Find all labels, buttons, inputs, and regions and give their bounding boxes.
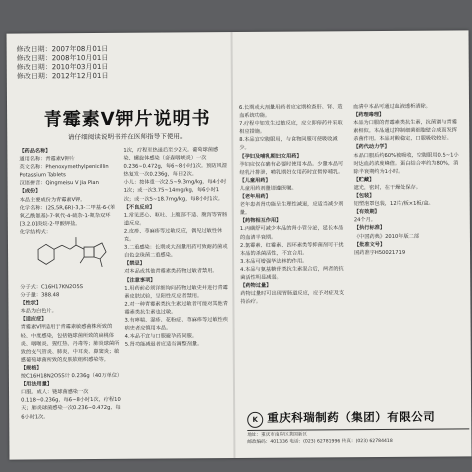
paragraph: 2.对一种青霉素类抗生素过敏者可能对其他青霉素类抗生素也过敏。 — [124, 300, 228, 316]
section-heading: 【注意事项】 — [124, 277, 156, 284]
company-footer — [247, 406, 469, 452]
paragraph: 遮光，密封，在干燥处保存。 — [353, 184, 422, 192]
paragraph: 本品主要成份为青霉素V钾。 — [19, 196, 86, 204]
company-contact-info — [247, 431, 469, 446]
fold-line — [231, 32, 236, 458]
company-logo-icon: K — [247, 412, 263, 428]
paragraph: 分子量：388.48 — [20, 292, 60, 299]
paragraph: 青霉素V钾适用于青霉素敏感菌株所致的轻、中度感染，包括链球菌所致的扁桃体炎、咽喉炎、猩红热、丹毒等；肺炎球菌所致的支气管炎、肺炎、中耳炎、鼻窦炎；敏感葡萄球菌所致的皮肤软组织感染等。 — [20, 324, 120, 364]
paragraph: 药物过量时可出现胃肠道反应，应予对症及支持治疗。 — [240, 290, 345, 306]
document-title: 青霉素V钾片说明书 — [43, 108, 211, 131]
column-1-top-text — [19, 147, 120, 236]
section-heading: 【老年用药】 — [239, 193, 271, 201]
paragraph: 通用名称：青霉素V钾片 — [19, 156, 75, 163]
section-heading: 【性状】 — [20, 300, 42, 307]
paragraph: 4.本品与氨基糖苷类抗生素混合后，两者的抗菌活性明显减弱。 — [240, 266, 344, 281]
paragraph: 对本品或其他青霉素类药物过敏者禁用。 — [124, 268, 218, 276]
paragraph: 4.本品不宜与口服避孕药同服。 — [124, 333, 198, 340]
company-name: 重庆科瑞制药（集团）有限公司 — [267, 409, 436, 425]
section-heading: 【药物相互作用】 — [239, 218, 282, 225]
paragraph: 儿童用药剂量请遵医嘱。 — [239, 185, 297, 192]
section-heading: 【有效期】 — [353, 209, 380, 216]
paragraph: 小儿：按体重一次2.5~9.3mg/kg，每4小时1次；或一次3.75~14mg/kg，每6小时1次；或一次5~18.7mg/kg，每8小时1次。 — [123, 179, 227, 203]
company-phone: 邮政编码：401336 电话：(023) 62781996 传真：(023) 62784418 — [247, 438, 393, 445]
paragraph: 5.肾功能减退者应适当调整剂量。 — [124, 341, 203, 349]
paragraph: 按C16H18N2O5S计 0.236g（40万单位） — [20, 372, 123, 380]
section-heading: 【贮藏】 — [353, 176, 375, 184]
section-heading: 【不良反应】 — [123, 204, 155, 211]
paragraph: 2.皮疹、荨麻疹等过敏反应，偶见过敏性休克。 — [123, 228, 223, 243]
column-1-bottom-text — [20, 283, 121, 454]
paragraph: 国药准字H50021719 — [354, 249, 406, 256]
section-heading: 【药品名称】 — [19, 148, 51, 155]
paragraph: 血清中本品可通过血液透析清除。 — [353, 103, 431, 111]
paragraph: 本品为口服的青霉素类抗生素，抗菌谱与青霉素相似。本品通过抑制细菌细胞壁合成而发挥杀菌作用。本品对酸稳定，口服吸收较好。 — [353, 119, 457, 143]
paragraph: 1.丙磺舒可减少本品的肾小管分泌，延长本品的血清半衰期。 — [239, 225, 344, 241]
paragraph: 分子式：C16H17KN2O5S — [20, 284, 84, 291]
section-heading: 【儿童用药】 — [239, 177, 271, 184]
paragraph: 孕妇应仅在确有必要时使用本品。少量本品可经乳汁排泄，哺乳期妇女用药时宜暂停哺乳。 — [239, 160, 344, 176]
paragraph: 本品口服后约60%被吸收，空腹服用0.5~1小时达血药浓度峰值。蛋白结合率约为80%，消除半衰期约为1小时。 — [353, 152, 459, 175]
revision-date-line: 修改日期：2008年10月01日 — [16, 53, 109, 63]
revision-date-line: 修改日期：2007年08月01日 — [16, 44, 109, 54]
paragraph: 1.常见恶心、呕吐、上腹部不适、腹泻等胃肠道反应。 — [123, 211, 228, 227]
paragraph: 6.长期或大剂量用药者应定期检查肝、肾、造血系统功能。 — [239, 104, 343, 120]
section-heading: 【批准文号】 — [353, 241, 386, 248]
paragraph: 8.本品宜空腹服用，与食物同服可使吸收减少。 — [239, 136, 338, 152]
paragraph: 3.二重感染：长期或大剂量用药可致耐药菌或白色念珠菌二重感染。 — [123, 244, 228, 260]
revision-date-line: 修改日期：2012年12月01日 — [16, 71, 109, 81]
section-heading: 【用法用量】 — [20, 381, 53, 388]
paragraph: 3.本品可增强华法林的作用。 — [240, 258, 308, 265]
column-4-text — [353, 102, 463, 403]
paragraph: 1次，疗程至热退后至少2天。葡萄球菌感染、螺旋体感染（奋森咽峡炎）一次0.236~0.472g，每6~8小时1次。预防风湿热复发一次0.236g，每日2次。 — [123, 147, 227, 179]
paragraph: 铝塑泡罩包装，12片/板×1板/盒。 — [353, 200, 434, 208]
paragraph: 《中国药典》2010年版二部 — [353, 233, 420, 240]
column-3-text — [239, 103, 349, 404]
section-heading: 【执行标准】 — [353, 225, 386, 232]
column-2-text — [123, 146, 229, 453]
paragraph: 本品为白色片。 — [20, 308, 57, 315]
paragraph: 7.疗程中如发生过敏反应，应立即停药并采取相应措施。 — [239, 120, 343, 136]
leaflet-sheet — [7, 30, 472, 459]
paragraph: 1.用药前必须详细询问药物过敏史并进行青霉素皮肤试验，呈阳性反应者禁用。 — [124, 284, 228, 300]
chemical-structure-diagram — [28, 223, 110, 282]
paragraph: 化学名称：(2S,5R,6R)-3,3-二甲基-6-(苯氧乙酰氨基)-7-氧代-4-硫杂-1-氮杂双环[3.2.0]庚烷-2-甲酸钾盐。 — [19, 204, 116, 228]
paragraph: 口服。成人：链球菌感染一次0.118~0.236g，每6~8小时1次，疗程10天；肺炎球菌感染一次0.236~0.472g，每6小时1次。 — [21, 389, 121, 421]
section-heading: 【孕妇及哺乳期妇女用药】 — [239, 153, 302, 160]
section-heading: 【禁忌】 — [124, 260, 145, 268]
section-heading: 【规格】 — [20, 365, 42, 372]
section-heading: 【药理毒理】 — [353, 112, 385, 119]
section-heading: 【适应症】 — [20, 316, 47, 323]
paragraph: 英文名称：Phenoxymethylpenicillin Potassium Tablets — [19, 164, 109, 179]
paragraph: 2.氯霉素、红霉素、四环素类等抑菌剂可干扰本品的杀菌活性，不宜合用。 — [239, 241, 344, 257]
document-subtitle: 请仔细阅读说明书并在医师指导下使用。 — [67, 132, 187, 142]
revision-date-line: 修改日期：2010年03月01日 — [16, 62, 109, 72]
company-address: 地址：重庆市南岸区茶园新区 — [247, 432, 308, 438]
section-heading: 【药代动力学】 — [353, 144, 390, 151]
paragraph: 汉语拼音：Qingmeisu V Jia Pian — [19, 180, 99, 187]
paragraph: 化学结构式： — [19, 229, 52, 236]
section-heading: 【药物过量】 — [240, 282, 272, 290]
section-heading: 【包装】 — [353, 193, 375, 200]
paragraph: 老年患者肾功能呈生理性减退，应适当减少剂量。 — [239, 201, 344, 217]
section-heading: 【成份】 — [19, 188, 41, 195]
footer-divider — [247, 428, 469, 431]
paragraph: 3.有哮喘、湿疹、花粉症、荨麻疹等过敏性疾病史者应慎用本品。 — [124, 317, 229, 332]
paragraph: 24个月。 — [353, 217, 377, 224]
